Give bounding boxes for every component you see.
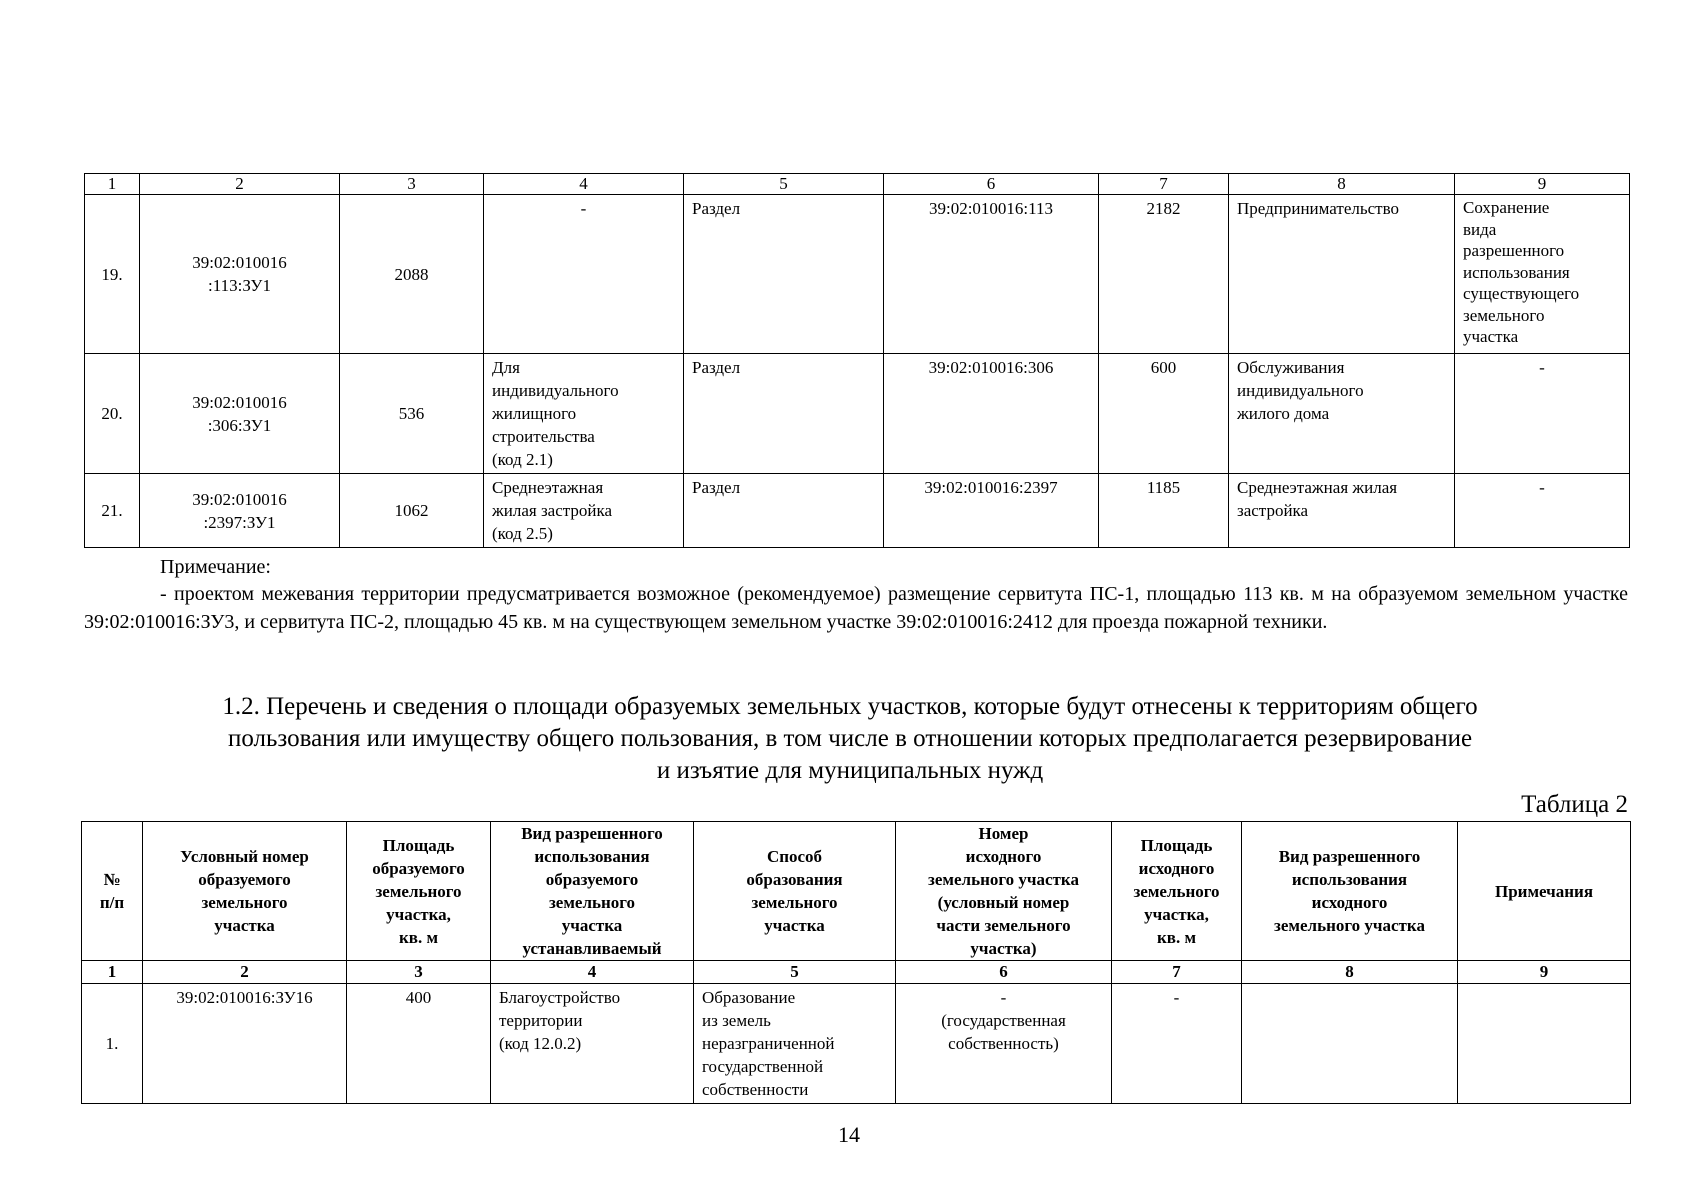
source-use-line: застройка <box>1237 501 1309 520</box>
permitted-use-line: (код 12.0.2) <box>499 1034 582 1053</box>
column-number: 9 <box>1458 961 1631 984</box>
cadastral-line: 39:02:010016 <box>192 489 287 509</box>
header-line: исходного <box>1138 858 1215 878</box>
header-line: участка) <box>970 939 1037 958</box>
header-line: Вид разрешенного <box>1278 847 1421 866</box>
header-line: земельного <box>751 893 838 912</box>
section-heading <box>120 691 1580 787</box>
source-plot-number: 39:02:010016:2397 <box>884 474 1099 548</box>
column-number: 6 <box>896 961 1112 984</box>
table-row <box>85 195 1630 354</box>
note-line: - <box>1539 358 1545 377</box>
note-line: разрешенного <box>1463 241 1565 260</box>
table-row <box>85 474 1630 548</box>
cadastral-line: 39:02:010016 <box>192 392 287 412</box>
formation-method-line: Образование <box>702 988 796 1007</box>
formation-method: Раздел <box>684 354 884 474</box>
table-caption: Таблица 2 <box>1521 791 1628 818</box>
header-line: образования <box>746 870 843 889</box>
header-line: кв. м <box>1156 927 1197 947</box>
column-number-row <box>85 174 1630 195</box>
header-line: кв. м <box>398 927 439 947</box>
header-line: № <box>103 870 121 889</box>
permitted-use-line: жилая застройка <box>492 501 613 520</box>
header-line: исходного <box>965 847 1042 866</box>
column-number: 3 <box>347 961 491 984</box>
note-line: - <box>1539 478 1545 497</box>
header-line: (условный номер <box>937 893 1070 912</box>
permitted-use-line: (код 2.5) <box>492 524 553 543</box>
cadastral-number: 39:02:010016:ЗУ16 <box>143 984 347 1104</box>
table-row <box>85 354 1630 474</box>
row-number: 19. <box>85 195 140 354</box>
section-heading-line: пользования или имуществу общего пользования, в том числе в отношении которых предполагается резервирование <box>227 725 1473 752</box>
section-heading-line: 1.2. Перечень и сведения о площади образуемых земельных участков, которые будут отнесены к территориям общего <box>222 693 1478 720</box>
formation-method-line: государственной <box>702 1057 824 1076</box>
header-line: Вид разрешенного <box>521 824 663 843</box>
plot-area: 1062 <box>340 474 484 548</box>
header-line: исходного <box>1311 893 1388 912</box>
permitted-use-line: территории <box>499 1011 583 1030</box>
column-number: 5 <box>694 961 896 984</box>
row-note <box>1455 354 1630 474</box>
cadastral-number <box>140 474 340 548</box>
header-cell <box>694 822 896 961</box>
header-line: использования <box>1291 870 1408 889</box>
public-land-plots-table <box>81 821 1631 1104</box>
column-number: 2 <box>143 961 347 984</box>
table-row <box>82 984 1631 1104</box>
plot-area: 2088 <box>340 195 484 354</box>
section-heading-line: и изъятие для муниципальных нужд <box>656 757 1044 784</box>
header-line: земельного участка <box>1274 916 1425 935</box>
plot-area: 400 <box>347 984 491 1104</box>
column-number: 2 <box>140 174 340 195</box>
note-title: Примечание: <box>160 556 271 578</box>
column-number: 9 <box>1455 174 1630 195</box>
row-number: 21. <box>85 474 140 548</box>
permitted-use-line: индивидуального <box>492 381 619 400</box>
header-line: Условный номер <box>180 847 309 866</box>
source-permitted-use <box>1229 195 1455 354</box>
source-plot-area: 600 <box>1099 354 1229 474</box>
source-plot-number <box>896 984 1112 1104</box>
header-cell <box>1112 822 1242 961</box>
header-line: образуемого <box>372 858 465 878</box>
source-use-line: жилого дома <box>1237 404 1330 423</box>
land-plots-table-continuation <box>84 173 1630 548</box>
header-line: Площадь <box>382 835 455 855</box>
formation-method: Раздел <box>684 474 884 548</box>
header-line: участка <box>561 916 623 935</box>
formation-method: Раздел <box>684 195 884 354</box>
note-line: вида <box>1463 219 1497 239</box>
column-number: 4 <box>484 174 684 195</box>
header-line: образуемого <box>545 870 639 889</box>
row-note <box>1455 474 1630 548</box>
source-line: (государственная <box>941 1011 1066 1030</box>
source-plot-area: - <box>1112 984 1242 1104</box>
source-permitted-use <box>1242 984 1458 1104</box>
cadastral-line: :2397:ЗУ1 <box>203 512 276 532</box>
header-line: части земельного <box>936 916 1071 935</box>
header-cell <box>1242 822 1458 961</box>
header-cell <box>896 822 1112 961</box>
header-line: п/п <box>99 893 125 912</box>
row-number: 1. <box>82 984 143 1104</box>
permitted-use <box>484 474 684 548</box>
permitted-use-line: Благоустройство <box>499 988 621 1007</box>
header-line: участка, <box>386 904 451 924</box>
header-cell <box>1458 822 1631 961</box>
header-line: использования <box>534 847 650 866</box>
note-line: использования <box>1463 262 1570 282</box>
permitted-use-line: жилищного <box>492 404 577 423</box>
column-number: 8 <box>1229 174 1455 195</box>
column-number: 5 <box>684 174 884 195</box>
column-number: 7 <box>1099 174 1229 195</box>
source-permitted-use <box>1229 354 1455 474</box>
row-number: 20. <box>85 354 140 474</box>
note-line: земельного <box>1463 305 1545 325</box>
permitted-use-line: Среднеэтажная <box>492 478 604 497</box>
cadastral-number <box>140 354 340 474</box>
header-line: образуемого <box>198 870 291 889</box>
permitted-use-line: (код 2.1) <box>492 450 553 469</box>
header-cell <box>82 822 143 961</box>
header-cell <box>143 822 347 961</box>
header-line: земельного <box>375 881 462 901</box>
row-note <box>1458 984 1631 1104</box>
column-number: 1 <box>85 174 140 195</box>
column-number: 4 <box>491 961 694 984</box>
plot-area: 536 <box>340 354 484 474</box>
column-number: 8 <box>1242 961 1458 984</box>
cadastral-line: :113:ЗУ1 <box>208 276 271 295</box>
permitted-use <box>491 984 694 1104</box>
formation-method-line: собственности <box>702 1080 809 1099</box>
header-line: участка <box>764 916 825 935</box>
note-line: участка <box>1463 327 1519 346</box>
row-note <box>1455 195 1630 354</box>
source-plot-area: 1185 <box>1099 474 1229 548</box>
header-line: устанавливаемый <box>522 939 662 958</box>
source-use-line: Обслуживания <box>1237 358 1345 377</box>
source-line: собственность) <box>948 1034 1059 1053</box>
cadastral-line: :306:ЗУ1 <box>207 415 272 435</box>
header-line: Примечания <box>1494 881 1594 901</box>
source-use-line: индивидуального <box>1237 381 1364 400</box>
header-line: Номер <box>978 824 1029 843</box>
cadastral-number <box>140 195 340 354</box>
source-plot-area: 2182 <box>1099 195 1229 354</box>
permitted-use-line: Для <box>492 358 520 377</box>
note-line: существующего <box>1463 284 1580 303</box>
note-line: Сохранение <box>1463 198 1550 217</box>
formation-method-line: из земель <box>702 1011 771 1030</box>
column-number: 6 <box>884 174 1099 195</box>
permitted-use <box>484 195 684 354</box>
header-line: земельного <box>1133 881 1220 901</box>
formation-method-line: неразграниченной <box>702 1034 835 1053</box>
header-cell <box>491 822 694 961</box>
permitted-use <box>484 354 684 474</box>
source-use-line: Предпринимательство <box>1237 199 1399 218</box>
column-number: 1 <box>82 961 143 984</box>
header-row <box>82 822 1631 961</box>
header-line: земельного <box>201 893 288 912</box>
formation-method <box>694 984 896 1104</box>
header-line: земельного <box>548 893 636 912</box>
source-plot-number: 39:02:010016:306 <box>884 354 1099 474</box>
header-line: участка, <box>1144 904 1209 924</box>
header-line: участка <box>214 916 275 935</box>
permitted-use-line: строительства <box>492 427 595 446</box>
header-line: Способ <box>766 847 823 866</box>
header-line: Площадь <box>1140 835 1213 855</box>
source-permitted-use <box>1229 474 1455 548</box>
column-number: 7 <box>1112 961 1242 984</box>
cadastral-line: 39:02:010016 <box>192 253 287 272</box>
source-use-line: Среднеэтажная жилая <box>1237 478 1398 497</box>
column-number: 3 <box>340 174 484 195</box>
permitted-use-line: - <box>580 199 587 218</box>
source-line: - <box>1000 988 1007 1007</box>
source-plot-number: 39:02:010016:113 <box>884 195 1099 354</box>
page-number: 14 <box>838 1122 860 1147</box>
note-text: - проектом межевания территории предусматривается возможное (рекомендуемое) размещение сервитута ПС-1, площадью 113 кв. м на образуемом земельном участке 39:02:010016:ЗУ3, и сервитута ПС-2, площадью 45 кв. м на существующем земельном участке 39:02:010016:2412 для проезда пожарной техники. <box>84 583 1628 633</box>
header-cell <box>347 822 491 961</box>
column-number-row <box>82 961 1631 984</box>
header-line: земельного участка <box>928 870 1079 889</box>
